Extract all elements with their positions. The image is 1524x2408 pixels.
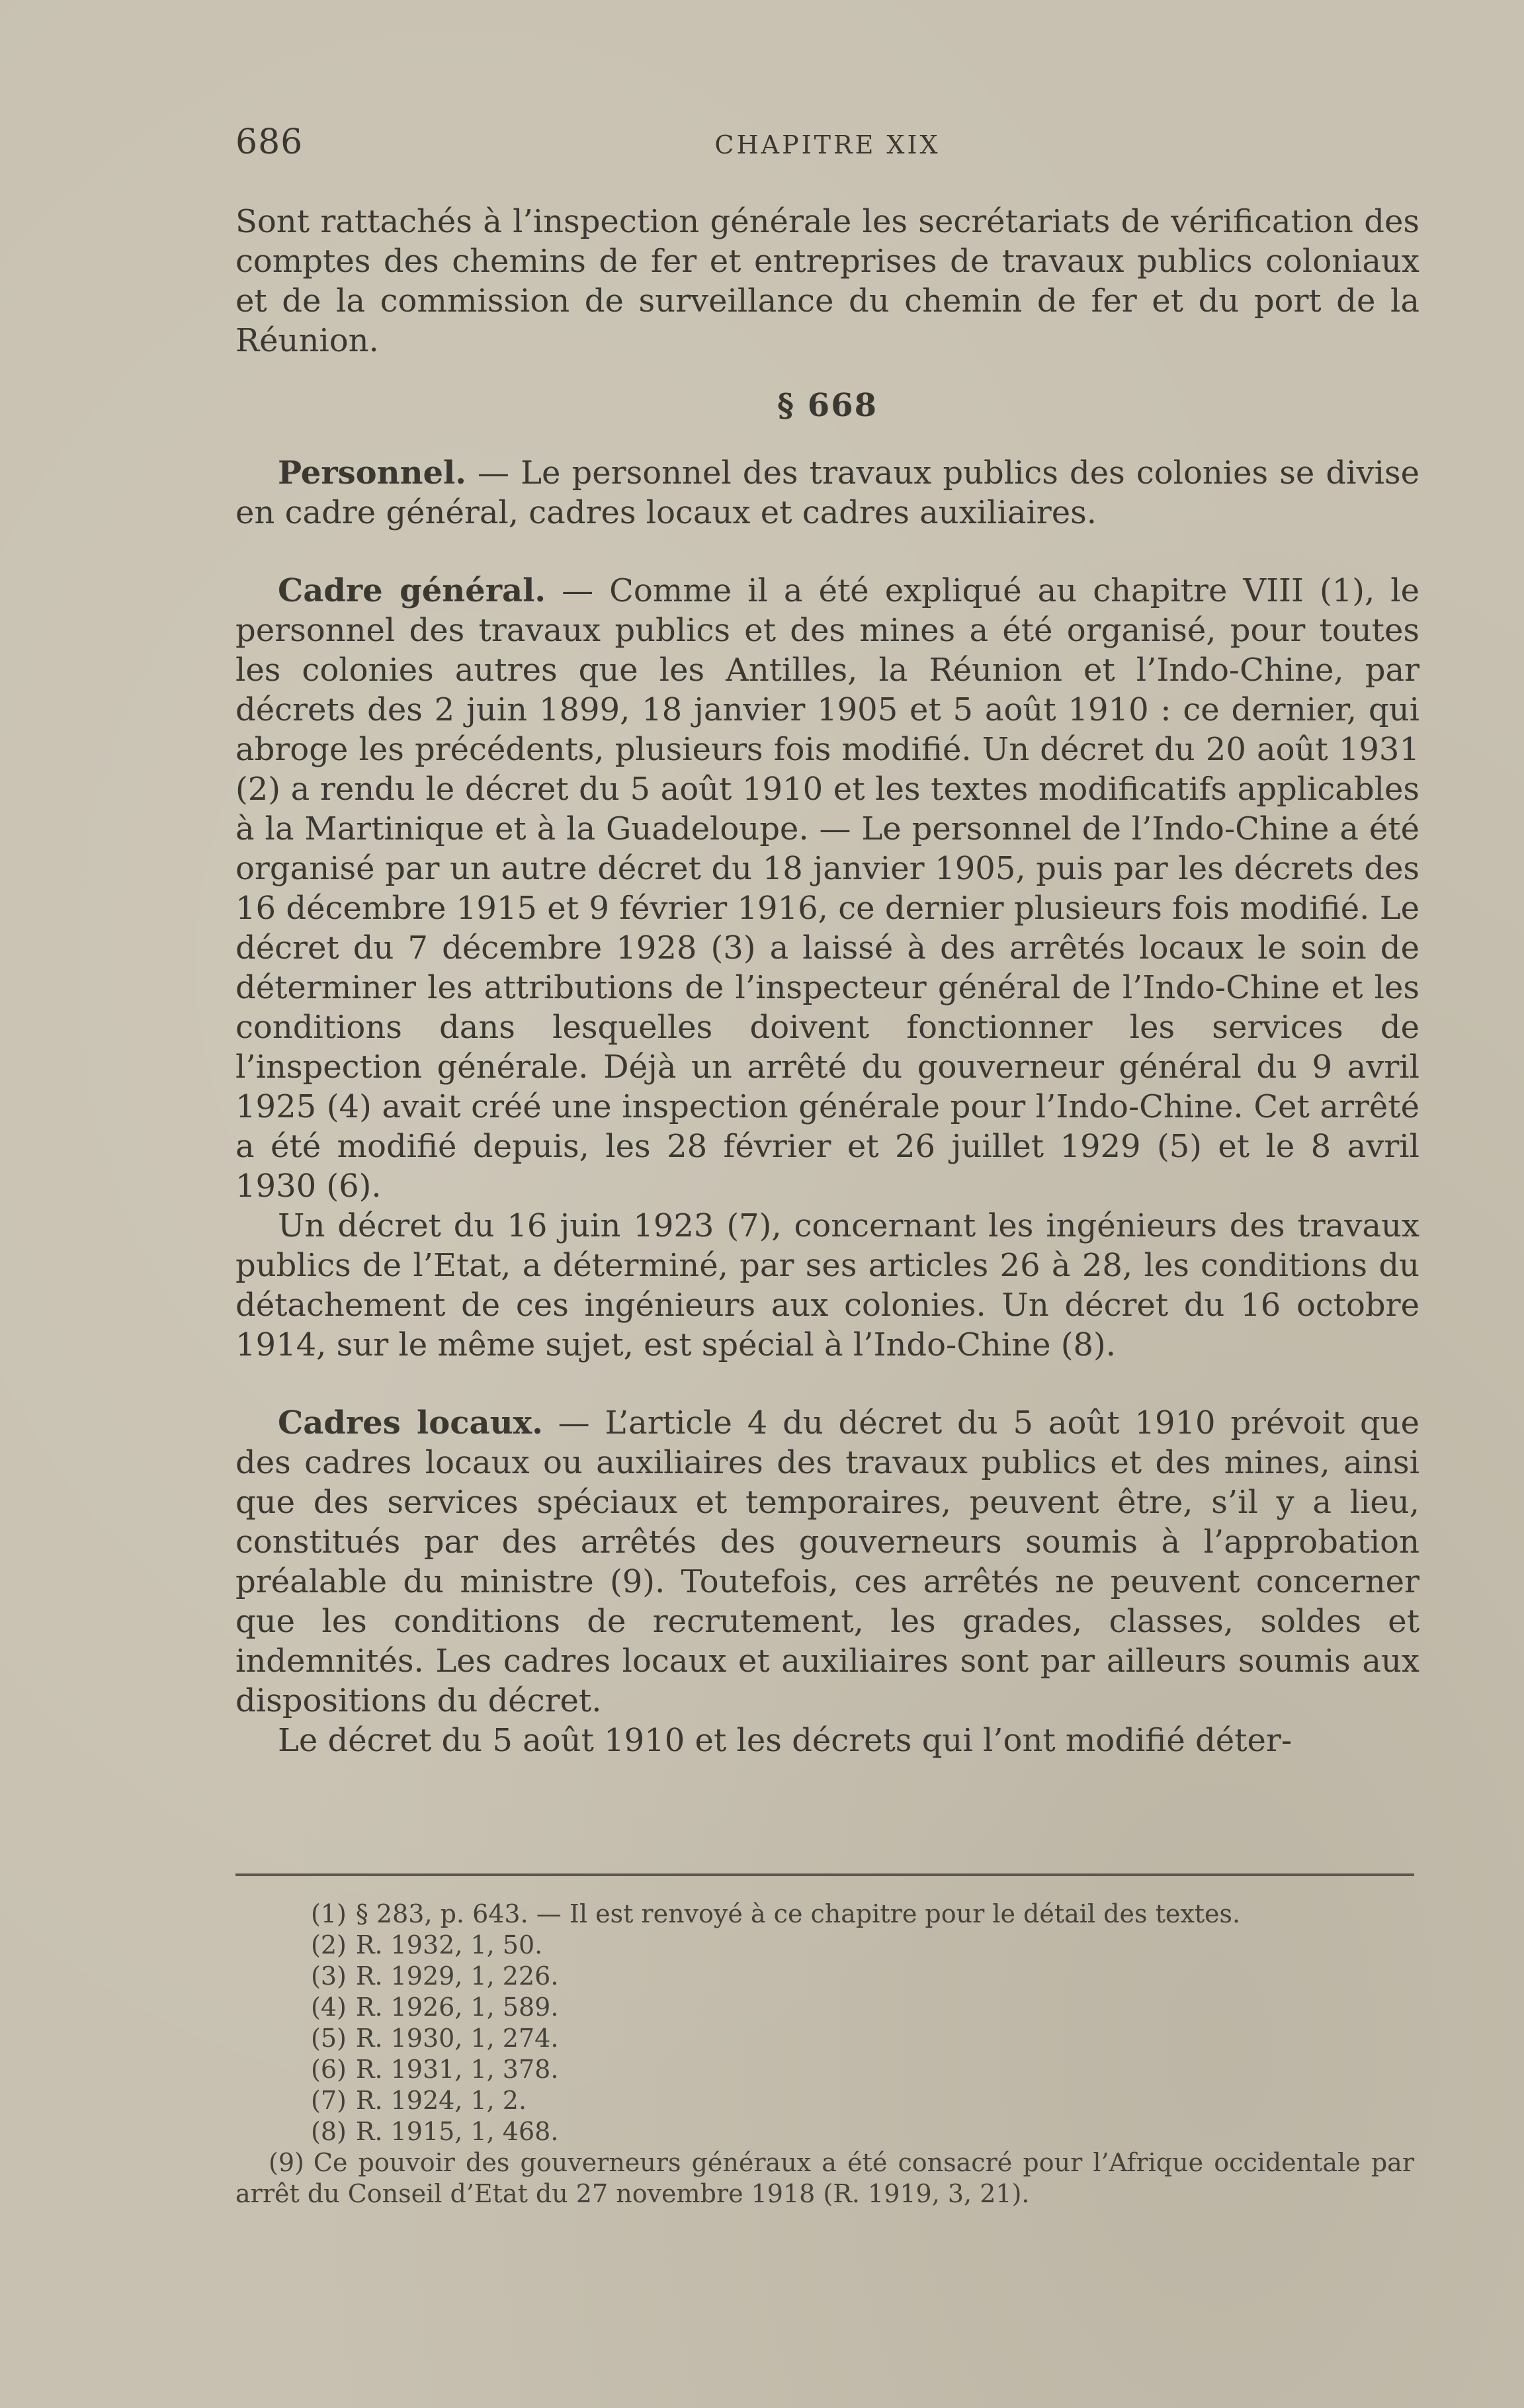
footnote-number: (7): [311, 2086, 347, 2115]
heading-personnel: Personnel.: [278, 454, 466, 492]
footnote-text: R. 1926, 1, 589.: [355, 1993, 559, 2022]
page-number: 686: [235, 122, 304, 162]
footnote-7: [235, 2085, 1414, 2116]
footnote-number: (5): [311, 2024, 347, 2053]
footnote-text: R. 1931, 1, 378.: [355, 2055, 559, 2084]
paragraph-cadre-general-text: — Comme il a été expliqué au chapitre VIII (1), le personnel des travaux publics et des mines a été organisé, pour toutes les colonies autres que les Antilles, la Réunion et l’Indo-Chine, par décrets des 2 juin 1899, 18 janvier 1905 et 5 août 1910 : ce dernier, qui abroge les précédents, plusieurs fois modifié. Un décret du 20 août 1931 (2) a rendu le décret du 5 août 1910 et les textes modificatifs applicables à la Martinique et à la Guadeloupe. — Le personnel de l’Indo-Chine a été organisé par un autre décret du 18 janvier 1905, puis par les décrets des 16 décembre 1915 et 9 février 1916, ce dernier plusieurs fois modifié. Le décret du 7 décembre 1928 (3) a laissé à des arrêtés locaux le soin de déterminer les attributions de l’inspecteur général de l’Indo-Chine et les conditions dans lesquelles doivent fonctionner les services de l’inspection générale. Déjà un arrêté du gouverneur général du 9 avril 1925 (4) avait créé une inspection générale pour l’Indo-Chine. Cet arrêté a été modifié depuis, les 28 février et 26 juillet 1929 (5) et le 8 avril 1930 (6).: [235, 572, 1420, 1205]
running-head: [235, 122, 1419, 169]
footnote-6: [235, 2054, 1414, 2085]
footnote-text: R. 1915, 1, 468.: [355, 2117, 559, 2146]
section-number: § 668: [777, 387, 878, 424]
paragraph-decret-1923: Un décret du 16 juin 1923 (7), concernant les ingénieurs des travaux publics de l’Etat, a déterminé, par ses articles 26 à 28, les conditions du détachement de ces ingénieurs aux colonies. Un décret du 16 octobre 1914, sur le même sujet, est spécial à l’Indo-Chine (8).: [235, 1207, 1419, 1363]
footnote-3: [235, 1961, 1414, 1992]
footnote-number: (4): [311, 1993, 347, 2022]
footnote-number: (3): [311, 1961, 347, 1991]
main-text: [235, 202, 1419, 1760]
footnote-text: § 283, p. 643. — Il est renvoyé à ce chapitre pour le détail des textes.: [355, 1899, 1241, 1928]
paragraph-cadre-general: [235, 571, 1419, 1206]
footnote-number: (9): [269, 2148, 304, 2177]
footnote-text: Ce pouvoir des gouverneurs généraux a été consacré pour l’Afrique occidentale par arrêt du Conseil d’Etat du 27 novembre 1918 (R. 1919, 3, 21).: [235, 2148, 1414, 2208]
paragraph-inspection: Sont rattachés à l’inspection générale les secrétariats de vérification des comptes des chemins de fer et entreprises de travaux publics coloniaux et de la commission de surveillance du chemin de fer et du port de la Réunion.: [235, 203, 1419, 359]
paragraph-cadres-locaux-text: — L’article 4 du décret du 5 août 1910 prévoit que des cadres locaux ou auxiliaires des travaux publics et des mines, ainsi que des services spéciaux et temporaires, peuvent être, s’il y a lieu, constitués par des arrêtés des gouverneurs soumis à l’approbation préalable du ministre (9). Toutefois, ces arrêtés ne peuvent concerner que les conditions de recrutement, les grades, classes, soldes et indemnités. Les cadres locaux et auxiliaires sont par ailleurs soumis aux dispositions du décret.: [235, 1404, 1420, 1719]
footnote-number: (8): [311, 2117, 347, 2146]
footnote-8: [235, 2116, 1414, 2147]
paragraph-cadres-locaux: [235, 1403, 1419, 1721]
chapter-title: CHAPITRE XIX: [714, 130, 941, 159]
footnote-divider: [235, 1873, 1414, 1876]
footnote-number: (6): [311, 2055, 347, 2084]
footnote-number: (2): [311, 1930, 347, 1959]
footnote-4: [235, 1992, 1414, 2023]
footnotes: [235, 1899, 1414, 2210]
footnote-number: (1): [311, 1899, 347, 1928]
heading-cadre-general: Cadre général.: [278, 572, 546, 609]
footnote-9: [235, 2147, 1414, 2210]
footnote-text: R. 1932, 1, 50.: [355, 1930, 543, 1959]
footnote-2: [235, 1930, 1414, 1961]
paragraph-personnel: [235, 453, 1419, 533]
footnote-5: [235, 2023, 1414, 2054]
footnote-text: R. 1924, 1, 2.: [355, 2086, 527, 2115]
footnote-text: R. 1929, 1, 226.: [355, 1961, 559, 1991]
paragraph-personnel-text: — Le personnel des travaux publics des colonies se divise en cadre général, cadres locaux et cadres auxiliaires.: [235, 454, 1419, 531]
footnote-text: R. 1930, 1, 274.: [355, 2024, 559, 2053]
heading-cadres-locaux: Cadres locaux.: [278, 1404, 543, 1441]
footnote-1: [235, 1899, 1414, 1930]
paragraph-last: Le décret du 5 août 1910 et les décrets qui l’ont modifié déter-: [278, 1722, 1292, 1759]
